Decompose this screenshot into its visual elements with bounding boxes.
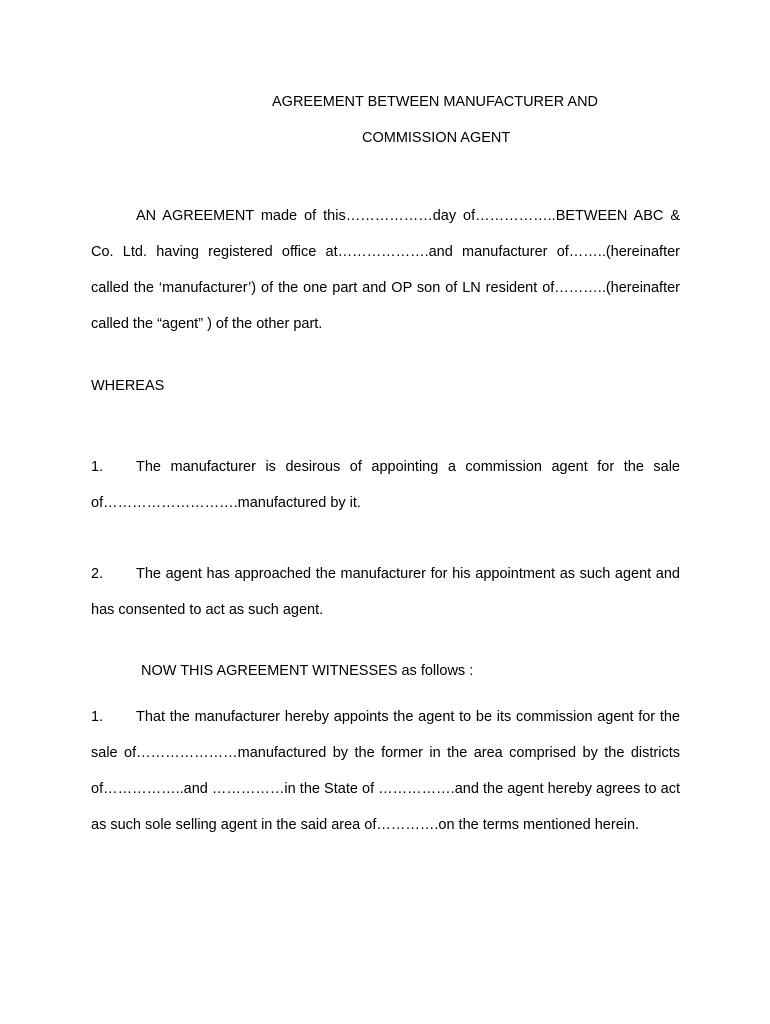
clause-number: 1. [91, 709, 104, 725]
intro-paragraph: AN AGREEMENT made of this………………day of……………..BETWEEN ABC & Co. Ltd. having registered office at……………….and manufacturer of……..(hereinafter called the ‘manufacturer’) of the one part and OP son of LN resident of………..(hereinafter called the “agent” ) of the other part. [91, 208, 680, 332]
whereas-heading: WHEREAS [91, 378, 165, 394]
recital-number: 1. [91, 459, 104, 475]
recital-text: The agent has approached the manufacturer for his appointment as such agent and has consented to act as such agent. [91, 566, 680, 618]
operative-clause-1 [91, 699, 680, 843]
document-title-line-1: AGREEMENT BETWEEN MANUFACTURER AND [272, 94, 599, 110]
recital-1 [91, 449, 680, 521]
witnesses-heading: NOW THIS AGREEMENT WITNESSES as follows : [141, 663, 474, 679]
recital-text: The manufacturer is desirous of appointing a commission agent for the sale of……………………….manufactured by it. [91, 459, 680, 511]
clause-text: That the manufacturer hereby appoints the agent to be its commission agent for the sale of…………………manufactured by the former in the area comprised by the districts of……………..and ……………in the State of …………….and the agent hereby agrees to act as such sole selling agent in the said area of………….on the terms mentioned herein. [91, 709, 680, 833]
recital-number: 2. [91, 566, 104, 582]
document-title-line-2: COMMISSION AGENT [362, 130, 511, 146]
recital-2 [91, 556, 680, 628]
